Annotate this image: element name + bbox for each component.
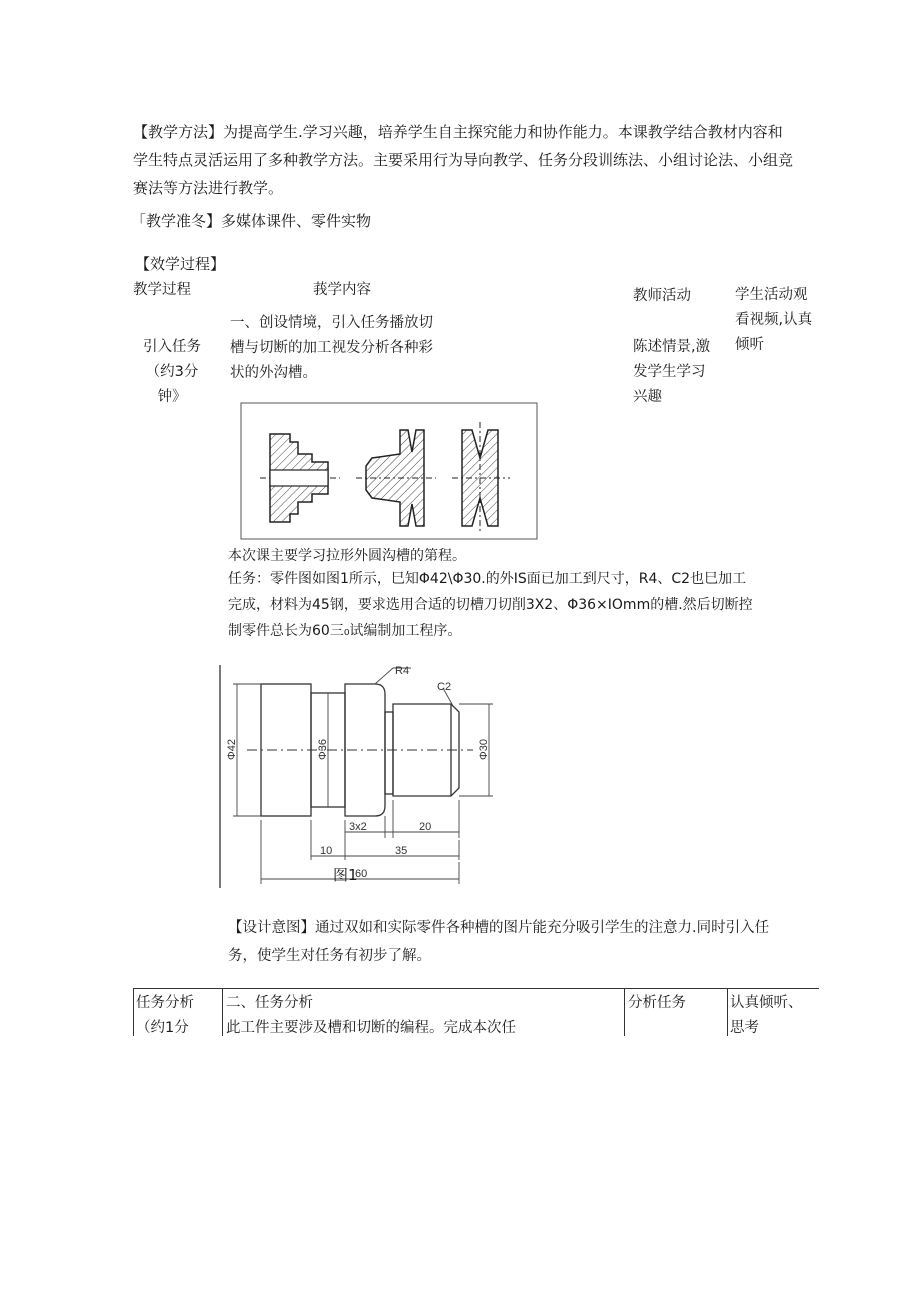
label-60: 60 (355, 868, 368, 880)
row2-stage-line: （约1分 (136, 1020, 189, 1036)
row1-teacher-line: 发学生学习 (633, 364, 706, 380)
process-heading: 【效学过程】 (135, 255, 226, 273)
header-content: 莪学内容 (313, 282, 371, 298)
row1-content-line: 状的外沟槽。 (230, 365, 317, 381)
figure-caption: 图1 (333, 866, 358, 884)
task-line: 完成，材料为45钢，要求选用合适的切槽刀切削3X2、Φ36×IOmm的槽.然后切断控 (228, 597, 753, 613)
label-20: 20 (419, 821, 432, 833)
task-line: 任务：零件图如图1所示，巳知Φ42\Φ30.的外IS面已加工到尺寸，R4、C2也巳加工 (228, 571, 747, 587)
row2-border-mid1 (222, 988, 223, 1036)
part-drawing-figure (215, 660, 505, 892)
row1-stage (136, 335, 208, 410)
header-student-line: 学生活动观 (735, 287, 808, 303)
design-intent-line: 【设计意图】通过双如和实际零件各种槽的图片能充分吸引学生的注意力.同时引入任 (228, 920, 770, 936)
row2-top-border (133, 988, 819, 989)
header-student-line: 看视频,认真 (735, 312, 813, 328)
row1-content-line: 槽与切断的加工视发分析各种彩 (230, 340, 433, 356)
header-student (735, 283, 812, 358)
label-d42: Φ42 (226, 738, 238, 760)
main-study-text: 本次课主要学习拉形外圆沟槽的第程。 (228, 548, 466, 564)
label-c2: C2 (437, 681, 452, 693)
row2-stage (136, 991, 194, 1041)
row2-border-mid2 (624, 988, 625, 1036)
label-d36: Φ36 (317, 738, 329, 760)
row1-content (230, 311, 433, 386)
label-d30: Φ30 (478, 738, 490, 760)
row2-content (226, 991, 516, 1041)
row1-stage-line: 钟》 (157, 389, 187, 405)
teaching-method-paragraph (133, 118, 823, 202)
label-3x2: 3x2 (349, 821, 367, 833)
teaching-method-line: 赛法等方法进行教学。 (133, 179, 284, 197)
row1-teacher-line: 陈述情景,激 (633, 339, 711, 355)
row1-stage-line: （约3分 (145, 364, 199, 380)
design-intent (228, 914, 828, 970)
row2-teacher: 分析任务 (628, 995, 686, 1011)
row2-student-line: 认真倾听、 (730, 995, 803, 1011)
groove-parts-figure (240, 402, 540, 542)
teaching-prep: 「教学准冬】多媒体课件、零件实物 (131, 212, 372, 230)
row2-student-line: 思考 (730, 1020, 759, 1036)
row2-border-mid3 (727, 988, 728, 1036)
task-description (228, 566, 828, 644)
row2-border-left (133, 988, 134, 1036)
row2-content-line: 此工件主要涉及槽和切断的编程。完成本次任 (226, 1020, 516, 1036)
drawing-groove-3x2 (385, 712, 393, 794)
row1-content-line: 一、创设情境，引入任务播放切 (230, 315, 433, 331)
row1-teacher (633, 335, 710, 410)
row1-stage-line: 引入任务 (143, 339, 201, 355)
header-student-line: 倾听 (735, 337, 764, 353)
teaching-method-line: 【教学方法】为提高学生.学习兴趣，培养学生自主探究能力和协作能力。本课教学结合教材内容和 (133, 123, 783, 141)
row1-teacher-line: 兴趣 (633, 389, 662, 405)
label-10: 10 (320, 845, 333, 857)
label-35: 35 (395, 845, 408, 857)
header-teacher: 教师活动 (633, 288, 691, 304)
row2-student (730, 991, 803, 1041)
header-process: 教学过程 (133, 282, 191, 298)
row2-stage-line: 任务分析 (136, 995, 194, 1011)
task-line: 制零件总长为60三₀试编制加工程序。 (228, 623, 462, 639)
teaching-method-line: 学生特点灵活运用了多种教学方法。主要采用行为导向教学、任务分段训练法、小组讨论法、小组竞 (133, 151, 794, 169)
grooved-part-2 (356, 430, 436, 526)
label-r4: R4 (395, 665, 410, 677)
row2-content-line: 二、任务分析 (226, 995, 313, 1011)
grooved-part-3 (452, 422, 510, 534)
grooved-part-1 (260, 434, 340, 522)
design-intent-line: 务，使学生对任务有初步了解。 (228, 948, 431, 964)
